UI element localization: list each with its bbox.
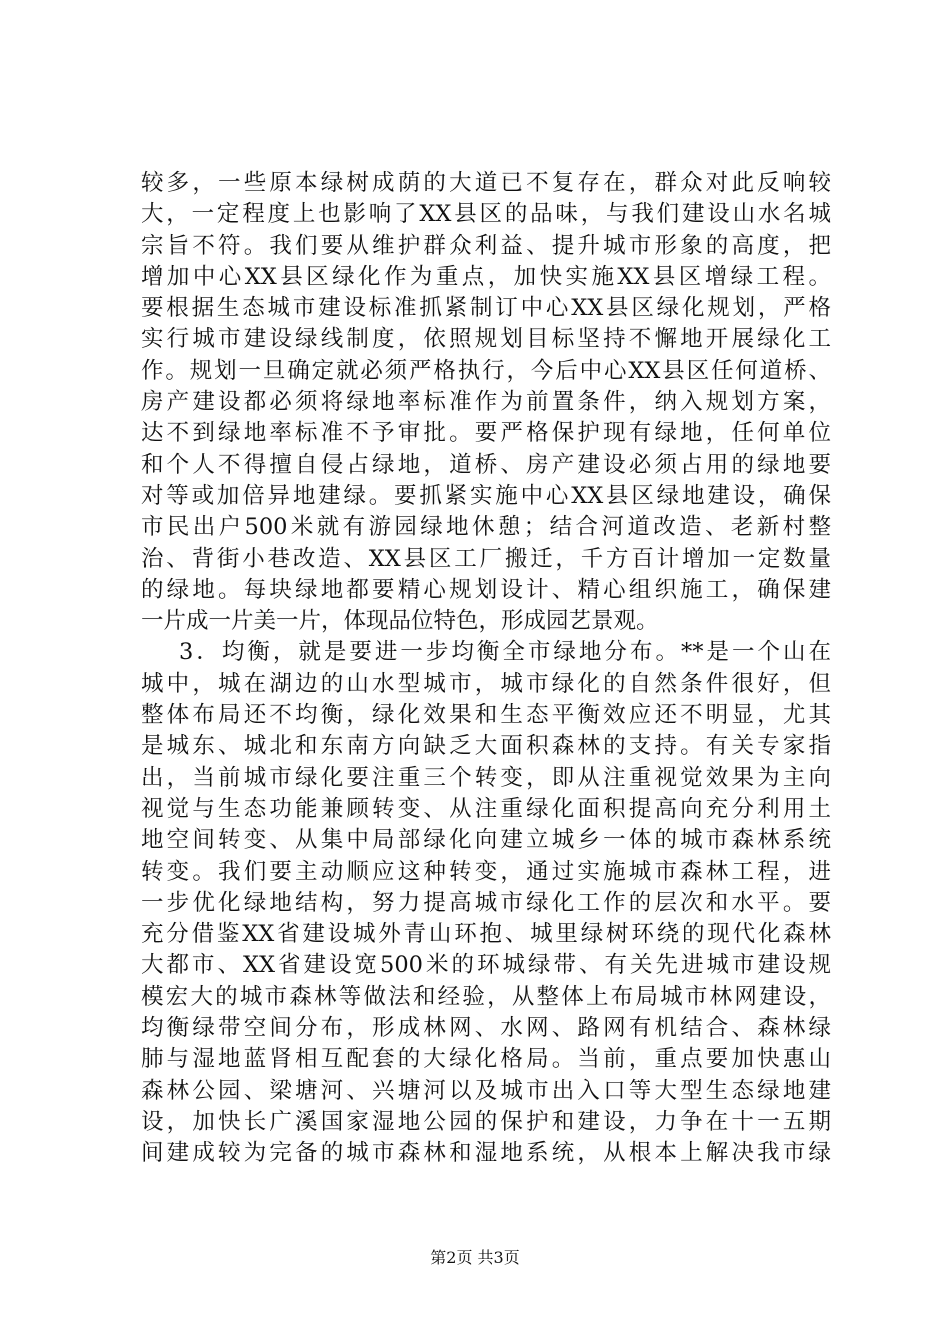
- text-line: 城中，城在湖边的山水型城市，城市绿化的自然条件很好，但: [141, 670, 831, 697]
- text-line: 作。规划一旦确定就必须严格执行，今后中心XX县区任何道桥、: [141, 357, 831, 384]
- text-line: 设，加快长广溪国家湿地公园的保护和建设，力争在十一五期: [141, 1108, 831, 1135]
- text-line: 地空间转变、从集中局部绿化向建立城乡一体的城市森林系统: [141, 827, 831, 854]
- text-line: 大都市、XX省建设宽500米的环城绿带、有关先进城市建设规: [141, 952, 831, 979]
- document-body: [141, 168, 831, 1170]
- text-line: 整体布局还不均衡，绿化效果和生态平衡效应还不明显，尤其: [141, 702, 831, 729]
- text-line: 增加中心XX县区绿化作为重点，加快实施XX县区增绿工程。: [141, 263, 831, 290]
- text-line: 和个人不得擅自侵占绿地，道桥、房产建设必须占用的绿地要: [141, 451, 831, 478]
- text-line: 视觉与生态功能兼顾转变、从注重绿化面积提高向充分利用土: [141, 795, 831, 822]
- text-line: 一步优化绿地结构，努力提高城市绿化工作的层次和水平。要: [141, 889, 831, 916]
- text-line: 要根据生态城市建设标准抓紧制订中心XX县区绿化规划，严格: [141, 295, 831, 322]
- text-line: 肺与湿地蓝肾相互配套的大绿化格局。当前，重点要加快惠山: [141, 1046, 831, 1073]
- text-line: 充分借鉴XX省建设城外青山环抱、城里绿树环绕的现代化森林: [141, 921, 831, 948]
- text-line: 市民出户500米就有游园绿地休憩；结合河道改造、老新村整: [141, 514, 831, 541]
- text-line: 出，当前城市绿化要注重三个转变，即从注重视觉效果为主向: [141, 764, 831, 791]
- text-line: 模宏大的城市森林等做法和经验，从整体上布局城市林网建设，: [141, 983, 831, 1010]
- text-line: 对等或加倍异地建绿。要抓紧实施中心XX县区绿地建设，确保: [141, 482, 831, 509]
- text-line: 大，一定程度上也影响了XX县区的品味，与我们建设山水名城: [141, 201, 831, 228]
- text-line: 转变。我们要主动顺应这种转变，通过实施城市森林工程，进: [141, 858, 831, 885]
- text-line: 治、背街小巷改造、XX县区工厂搬迁，千方百计增加一定数量: [141, 545, 831, 572]
- text-line: 较多，一些原本绿树成荫的大道已不复存在，群众对此反响较: [141, 170, 831, 196]
- text-line: 森林公园、梁塘河、兴塘河以及城市出入口等大型生态绿地建: [141, 1077, 831, 1104]
- text-line: 是城东、城北和东南方向缺乏大面积森林的支持。有关专家指: [141, 733, 831, 760]
- text-line: 均衡绿带空间分布，形成林网、水网、路网有机结合、森林绿: [141, 1015, 831, 1042]
- text-line: 的绿地。每块绿地都要精心规划设计、精心组织施工，确保建: [141, 576, 831, 603]
- page-footer: 第2页 共3页: [430, 1248, 520, 1267]
- text-line: 间建成较为完备的城市森林和湿地系统，从根本上解决我市绿: [141, 1140, 831, 1167]
- text-line: 宗旨不符。我们要从维护群众利益、提升城市形象的高度，把: [141, 232, 831, 259]
- text-line: 房产建设都必须将绿地率标准作为前置条件，纳入规划方案，: [141, 389, 831, 416]
- paragraph-start-line: 3．均衡，就是要进一步均衡全市绿地分布。**是一个山在: [179, 639, 831, 666]
- text-line: 达不到绿地率标准不予审批。要严格保护现有绿地，任何单位: [141, 420, 831, 447]
- text-line: 一片成一片美一片，体现品位特色，形成园艺景观。: [141, 608, 659, 635]
- text-line: 实行城市建设绿线制度，依照规划目标坚持不懈地开展绿化工: [141, 326, 831, 353]
